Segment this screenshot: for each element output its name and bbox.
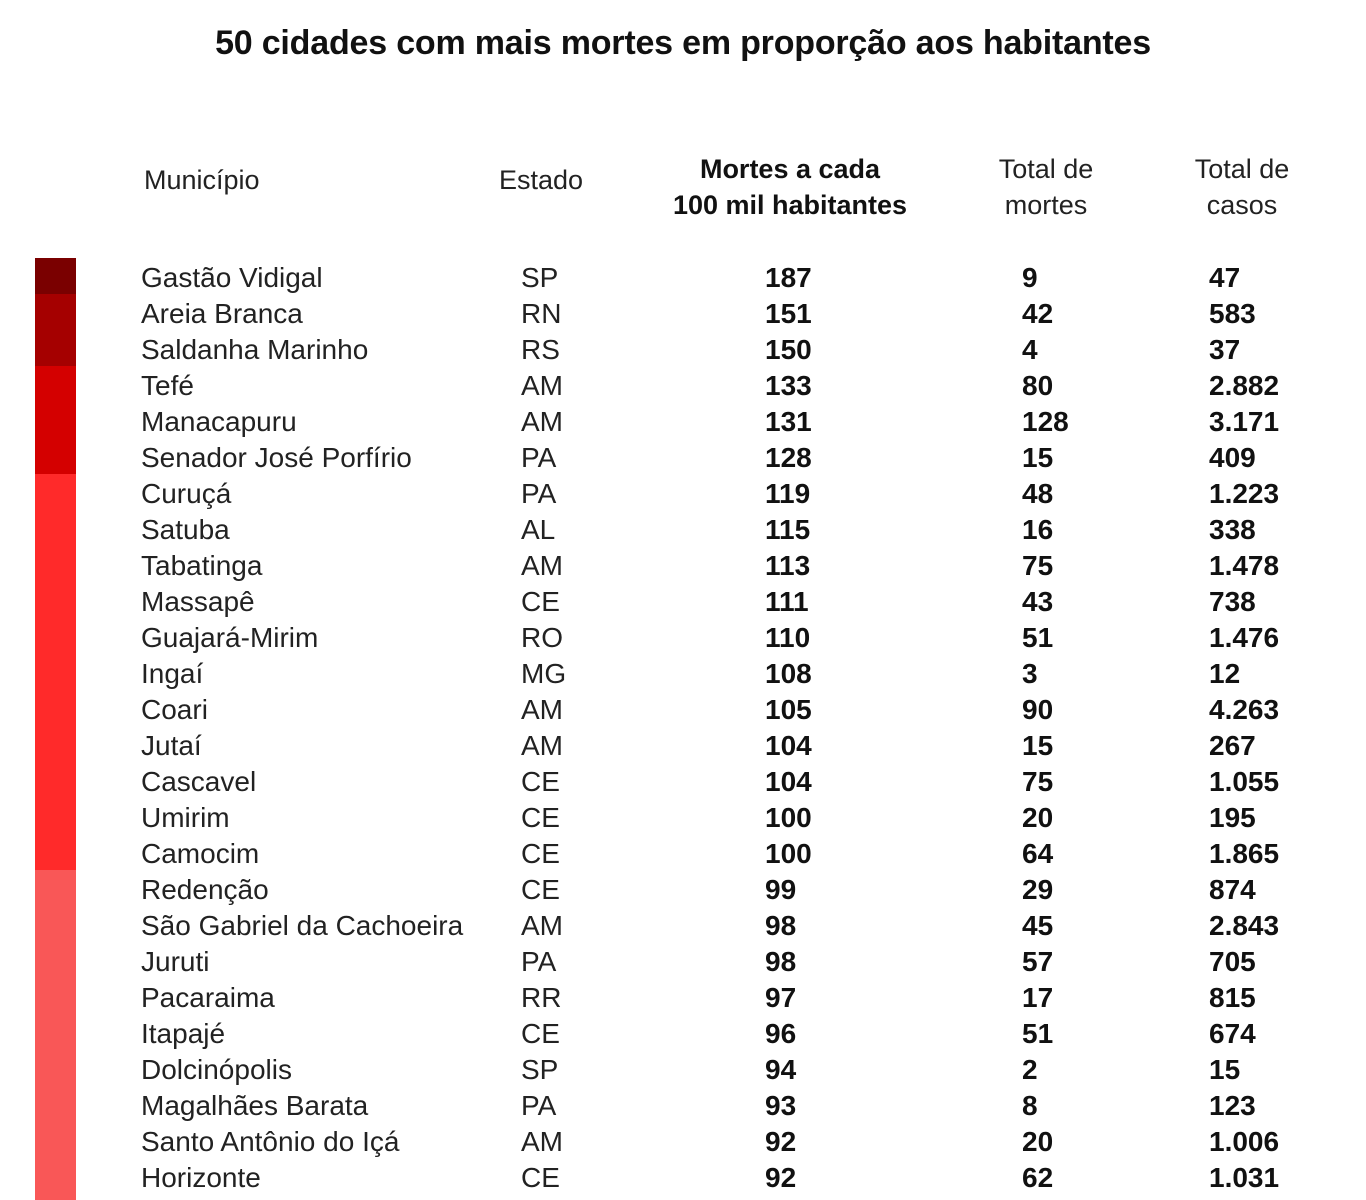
estado-cell: PA [521,1090,557,1121]
mortes-100mil-cell: 100 [765,838,812,869]
table-row [0,944,1366,980]
header-total-mortes [966,151,1126,223]
mortes-100mil-cell: 100 [765,802,812,833]
municipio-cell: Juruti [141,946,210,977]
header-mortes-100mil-line2: 100 mil habitantes [672,190,908,220]
total-casos-cell: 4.263 [1209,694,1280,725]
total-casos-cell: 37 [1209,334,1241,365]
table-row [0,908,1366,944]
estado-cell: CE [521,838,560,869]
municipio-cell: Guajará-Mirim [141,622,319,653]
table-row [0,980,1366,1016]
mortes-100mil-cell: 115 [765,514,811,545]
total-casos-cell: 1.476 [1209,622,1280,653]
mortes-100mil-cell: 98 [765,946,797,977]
municipio-cell: Massapê [141,586,255,617]
total-casos-cell: 409 [1209,442,1256,473]
mortes-100mil-cell: 92 [765,1126,797,1157]
estado-cell: AM [521,910,563,941]
total-mortes-cell: 17 [1022,982,1054,1013]
total-mortes-cell: 3 [1022,658,1038,689]
estado-cell: AM [521,1126,563,1157]
mortes-100mil-cell: 151 [765,298,812,329]
table-row [0,620,1366,656]
mortes-100mil-cell: 94 [765,1054,797,1085]
total-casos-cell: 738 [1209,586,1256,617]
municipio-cell: Areia Branca [141,298,303,329]
municipio-cell: Tabatinga [141,550,263,581]
estado-cell: AM [521,694,563,725]
total-casos-cell: 2.882 [1209,370,1280,401]
total-mortes-cell: 51 [1022,622,1054,653]
estado-cell: CE [521,1162,560,1193]
mortes-100mil-cell: 98 [765,910,797,941]
header-total-mortes-line1: Total de [998,154,1094,184]
table-row [0,1016,1366,1052]
estado-cell: CE [521,874,560,905]
mortes-100mil-cell: 111 [765,586,809,617]
total-casos-cell: 1.478 [1209,550,1280,581]
mortes-100mil-cell: 113 [765,550,811,581]
mortes-100mil-cell: 92 [765,1162,797,1193]
municipio-cell: Horizonte [141,1162,261,1193]
total-mortes-cell: 15 [1022,730,1054,761]
municipio-cell: Cascavel [141,766,257,797]
header-total-casos-line1: Total de [1194,154,1290,184]
mortes-100mil-cell: 96 [765,1018,797,1049]
table-row [0,692,1366,728]
total-mortes-cell: 45 [1022,910,1054,941]
estado-cell: CE [521,586,560,617]
table-row [0,260,1366,296]
total-mortes-cell: 15 [1022,442,1054,473]
estado-cell: AL [521,514,556,545]
total-casos-cell: 3.171 [1209,406,1280,437]
estado-cell: PA [521,478,557,509]
table-row [0,548,1366,584]
total-mortes-cell: 9 [1022,262,1038,293]
total-mortes-cell: 42 [1022,298,1054,329]
total-casos-cell: 1.006 [1209,1126,1280,1157]
estado-cell: SP [521,262,559,293]
mortes-100mil-cell: 97 [765,982,797,1013]
table-row [0,836,1366,872]
total-mortes-cell: 20 [1022,1126,1054,1157]
municipio-cell: Senador José Porfírio [141,442,412,473]
estado-cell: CE [521,1018,560,1049]
total-mortes-cell: 4 [1022,334,1038,365]
chart-title: 50 cidades com mais mortes em proporção aos habitantes [215,24,1151,62]
total-mortes-cell: 57 [1022,946,1054,977]
municipio-cell: Satuba [141,514,230,545]
table-body [0,260,1366,1196]
estado-cell: PA [521,442,557,473]
municipio-cell: Ingaí [141,658,204,689]
table-row [0,296,1366,332]
estado-cell: RO [521,622,563,653]
total-mortes-cell: 16 [1022,514,1054,545]
header-total-mortes-line2: mortes [1004,190,1088,220]
municipio-cell: Curuçá [141,478,232,509]
mortes-100mil-cell: 133 [765,370,812,401]
municipio-cell: Umirim [141,802,230,833]
municipio-cell: Pacaraima [141,982,275,1013]
municipio-cell: São Gabriel da Cachoeira [141,910,464,941]
table-row [0,1160,1366,1196]
mortes-100mil-cell: 104 [765,766,812,797]
municipio-cell: Dolcinópolis [141,1054,292,1085]
table-row [0,368,1366,404]
total-mortes-cell: 20 [1022,802,1054,833]
total-casos-cell: 674 [1209,1018,1256,1049]
table-row [0,800,1366,836]
total-casos-cell: 123 [1209,1090,1256,1121]
estado-cell: AM [521,370,563,401]
total-mortes-cell: 64 [1022,838,1054,869]
total-casos-cell: 2.843 [1209,910,1280,941]
total-mortes-cell: 48 [1022,478,1054,509]
municipio-cell: Camocim [141,838,260,869]
total-casos-cell: 815 [1209,982,1256,1013]
total-mortes-cell: 62 [1022,1162,1054,1193]
table-row [0,476,1366,512]
table-row [0,764,1366,800]
total-casos-cell: 874 [1209,874,1256,905]
estado-cell: RN [521,298,562,329]
table-row [0,332,1366,368]
mortes-100mil-cell: 128 [765,442,812,473]
mortes-100mil-cell: 110 [765,622,811,653]
estado-cell: RR [521,982,562,1013]
total-casos-cell: 12 [1209,658,1241,689]
header-mortes-100mil [640,151,940,223]
total-mortes-cell: 2 [1022,1054,1038,1085]
municipio-cell: Coari [141,694,208,725]
table-row [0,584,1366,620]
table-row [0,512,1366,548]
estado-cell: CE [521,802,560,833]
header-municipio: Município [144,165,260,195]
municipio-cell: Santo Antônio do Içá [141,1126,400,1157]
table-row [0,1052,1366,1088]
total-casos-cell: 1.055 [1209,766,1280,797]
total-mortes-cell: 128 [1022,406,1069,437]
total-mortes-cell: 43 [1022,586,1054,617]
mortes-100mil-cell: 131 [765,406,812,437]
municipio-cell: Itapajé [141,1018,226,1049]
municipio-cell: Magalhães Barata [141,1090,369,1121]
header-total-casos [1162,151,1322,223]
total-casos-cell: 267 [1209,730,1256,761]
total-casos-cell: 1.865 [1209,838,1280,869]
total-mortes-cell: 51 [1022,1018,1054,1049]
estado-cell: SP [521,1054,559,1085]
mortes-100mil-cell: 187 [765,262,812,293]
table-row [0,404,1366,440]
municipio-cell: Gastão Vidigal [141,262,323,293]
total-casos-cell: 705 [1209,946,1256,977]
header-total-casos-line2: casos [1206,190,1278,220]
table-row [0,1124,1366,1160]
total-casos-cell: 195 [1209,802,1256,833]
mortes-100mil-cell: 108 [765,658,812,689]
estado-cell: PA [521,946,557,977]
mortes-100mil-cell: 150 [765,334,812,365]
estado-cell: MG [521,658,567,689]
total-casos-cell: 47 [1209,262,1241,293]
table-row [0,872,1366,908]
total-casos-cell: 1.031 [1209,1162,1280,1193]
total-casos-cell: 338 [1209,514,1256,545]
municipio-cell: Jutaí [141,730,202,761]
total-mortes-cell: 75 [1022,766,1054,797]
municipio-cell: Redenção [141,874,269,905]
mortes-100mil-cell: 119 [765,478,811,509]
estado-cell: RS [521,334,560,365]
table-row [0,1088,1366,1124]
total-mortes-cell: 29 [1022,874,1054,905]
mortes-100mil-cell: 99 [765,874,797,905]
header-mortes-100mil-line1: Mortes a cada [699,154,881,184]
total-casos-cell: 15 [1209,1054,1241,1085]
total-casos-cell: 583 [1209,298,1256,329]
estado-cell: AM [521,730,563,761]
estado-cell: AM [521,406,563,437]
total-mortes-cell: 75 [1022,550,1054,581]
mortes-100mil-cell: 93 [765,1090,797,1121]
table-row [0,440,1366,476]
total-mortes-cell: 90 [1022,694,1054,725]
estado-cell: AM [521,550,563,581]
municipio-cell: Saldanha Marinho [141,334,369,365]
estado-cell: CE [521,766,560,797]
total-casos-cell: 1.223 [1209,478,1280,509]
total-mortes-cell: 8 [1022,1090,1038,1121]
mortes-100mil-cell: 105 [765,694,812,725]
municipio-cell: Manacapuru [141,406,297,437]
table-row [0,656,1366,692]
mortes-100mil-cell: 104 [765,730,812,761]
table-row [0,728,1366,764]
total-mortes-cell: 80 [1022,370,1054,401]
header-estado: Estado [499,165,584,195]
municipio-cell: Tefé [141,370,194,401]
